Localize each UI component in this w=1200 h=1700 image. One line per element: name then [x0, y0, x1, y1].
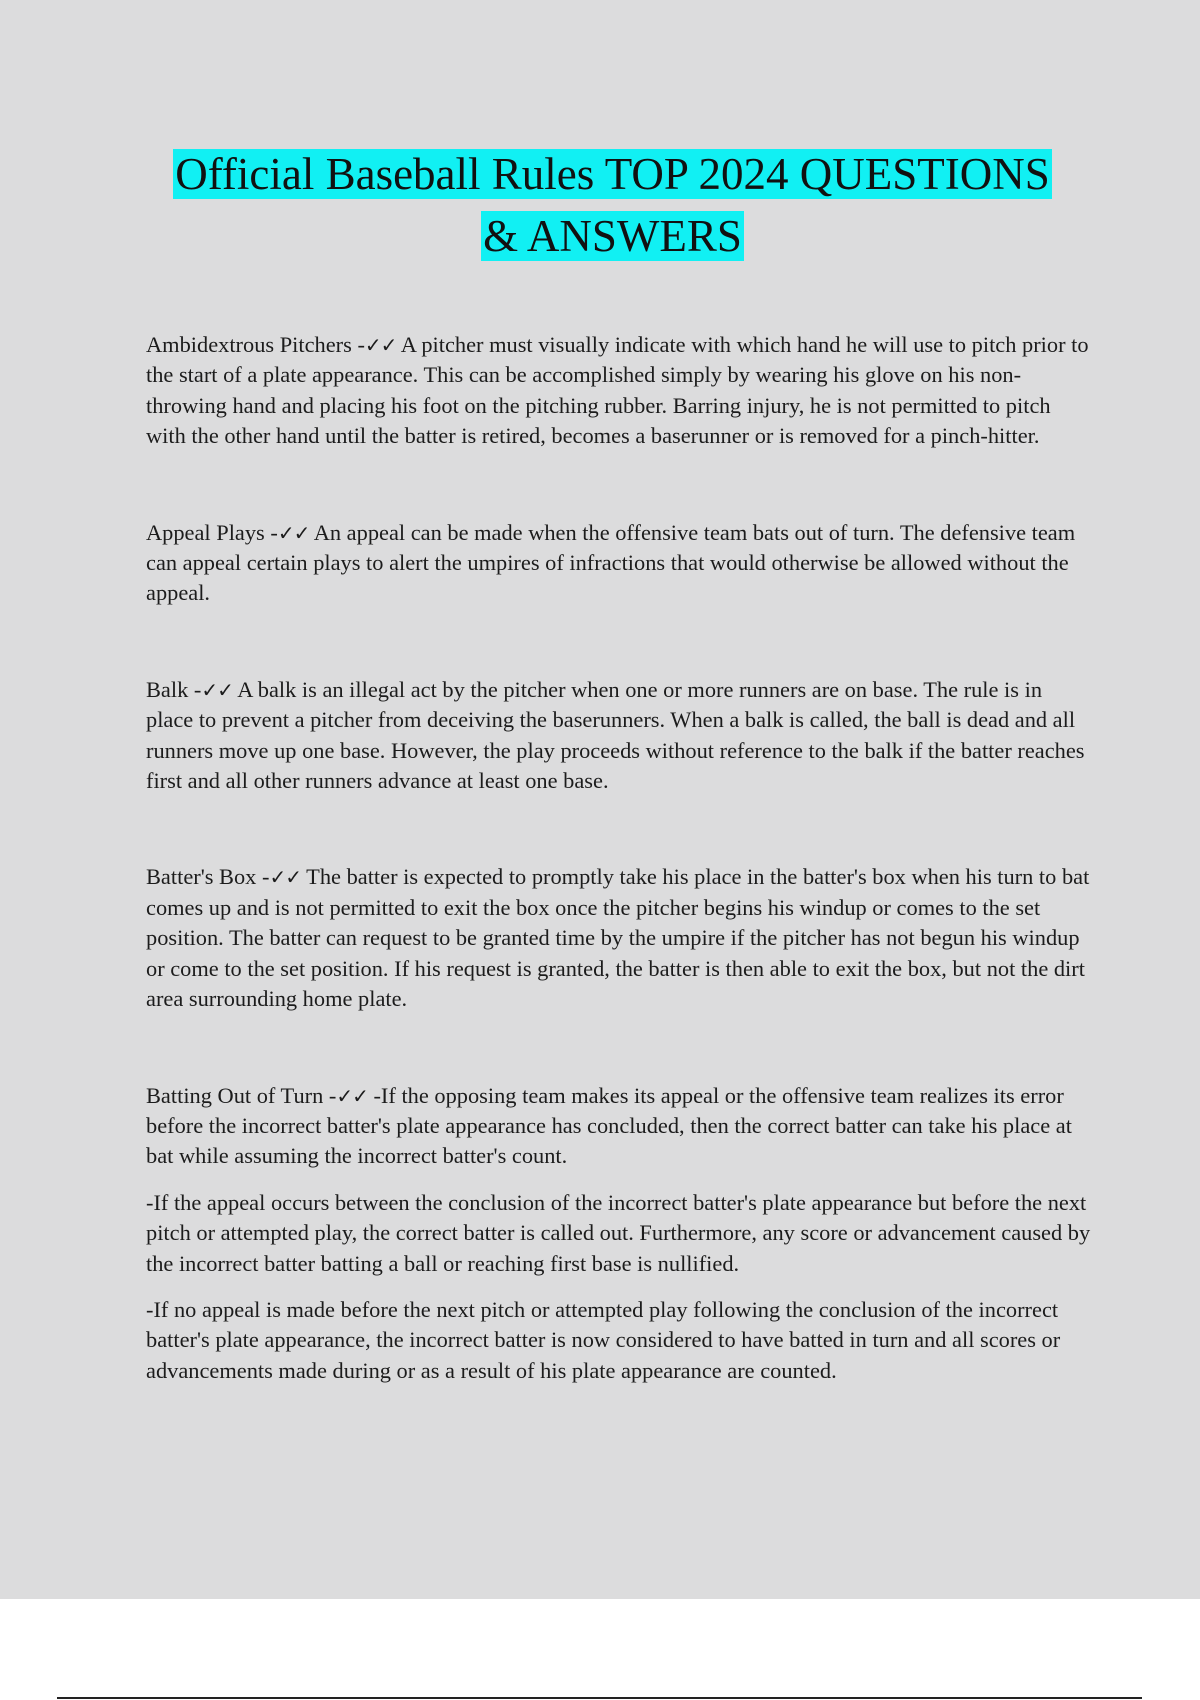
qa-separator: - [256, 864, 270, 890]
qa-entry [146, 518, 1091, 609]
double-check-icon: ✓✓ [277, 520, 310, 545]
qa-separator: - [323, 1082, 337, 1108]
qa-answer: -If the opposing team makes its appeal or the offensive team realizes its error before the incorrect batter's plate appearance has concluded, then the correct batter can take his place at bat while assuming the incorrect batter's count. [146, 1082, 1072, 1169]
qa-paragraph: -If the appeal occurs between the conclusion of the incorrect batter's plate appearance but before the next pitch or attempted play, the correct batter is called out. Furthermore, any score or advancement caused by the incorrect batter batting a ball or reaching first base is nullified. [146, 1189, 1091, 1276]
qa-term: Appeal Plays [146, 519, 265, 545]
qa-term: Balk [146, 676, 189, 702]
qa-paragraph [146, 675, 1091, 797]
qa-paragraph [146, 330, 1091, 452]
qa-paragraph [146, 518, 1091, 609]
page-title-line-2: & ANSWERS [483, 211, 742, 261]
qa-term: Ambidextrous Pitchers [146, 332, 352, 357]
qa-term: Batter's Box [146, 864, 257, 890]
qa-paragraph [146, 1081, 1091, 1172]
qa-answer: A balk is an illegal act by the pitcher when one or more runners are on base. The rule is in place to prevent a pitcher from deceiving the baserunners. When a balk is called, the ball is dead and all runners move up one base. However, the play proceeds without reference to the balk if the batter reaches first and all other runners advance at least one base. [146, 676, 1085, 794]
qa-entry [146, 862, 1091, 1014]
qa-answer: An appeal can be made when the offensive team bats out of turn. The defensive team can appeal certain plays to alert the umpires of infractions that would otherwise be allowed without the appeal. [146, 519, 1076, 606]
page-title-line-1: Official Baseball Rules TOP 2024 QUESTIONS [175, 149, 1050, 199]
qa-separator: - [188, 676, 202, 702]
page-title [140, 143, 1085, 267]
qa-separator: - [351, 332, 365, 357]
qa-entry [146, 1081, 1091, 1387]
double-check-icon: ✓✓ [269, 865, 301, 890]
double-check-icon: ✓✓ [201, 677, 233, 702]
qa-entry [146, 330, 1091, 452]
qa-answer: A pitcher must visually indicate with which hand he will use to pitch prior to the start of a plate appearance. This can be accomplished simply by wearing his glove on his non-throwing hand and placing his foot on the pitching rubber. Barring injury, he is not permitted to pitch with the other hand until the batter is retired, becomes a baserunner or is removed for a pinch-hitter. [146, 332, 1089, 449]
double-check-icon: ✓✓ [336, 1083, 368, 1108]
qa-answer: The batter is expected to promptly take his place in the batter's box when his turn to bat comes up and is not permitted to exit the box once the pitcher begins his windup or comes to the set position. The batter can request to be granted time by the umpire if the pitcher has not begun his windup or come to the set position. If his request is granted, the batter is then able to exit the box, but not the dirt area surrounding home plate. [146, 864, 1090, 1012]
footer-divider [57, 1697, 1142, 1699]
qa-list [146, 330, 1091, 1386]
qa-term: Batting Out of Turn [146, 1082, 324, 1108]
qa-separator: - [264, 519, 278, 545]
qa-paragraph: -If no appeal is made before the next pitch or attempted play following the conclusion of the incorrect batter's plate appearance, the incorrect batter is now considered to have batted in turn and all scores or advancements made during or as a result of his plate appearance are counted. [146, 1296, 1061, 1383]
qa-entry [146, 675, 1091, 797]
double-check-icon: ✓✓ [364, 333, 397, 357]
qa-paragraph [146, 862, 1091, 1014]
